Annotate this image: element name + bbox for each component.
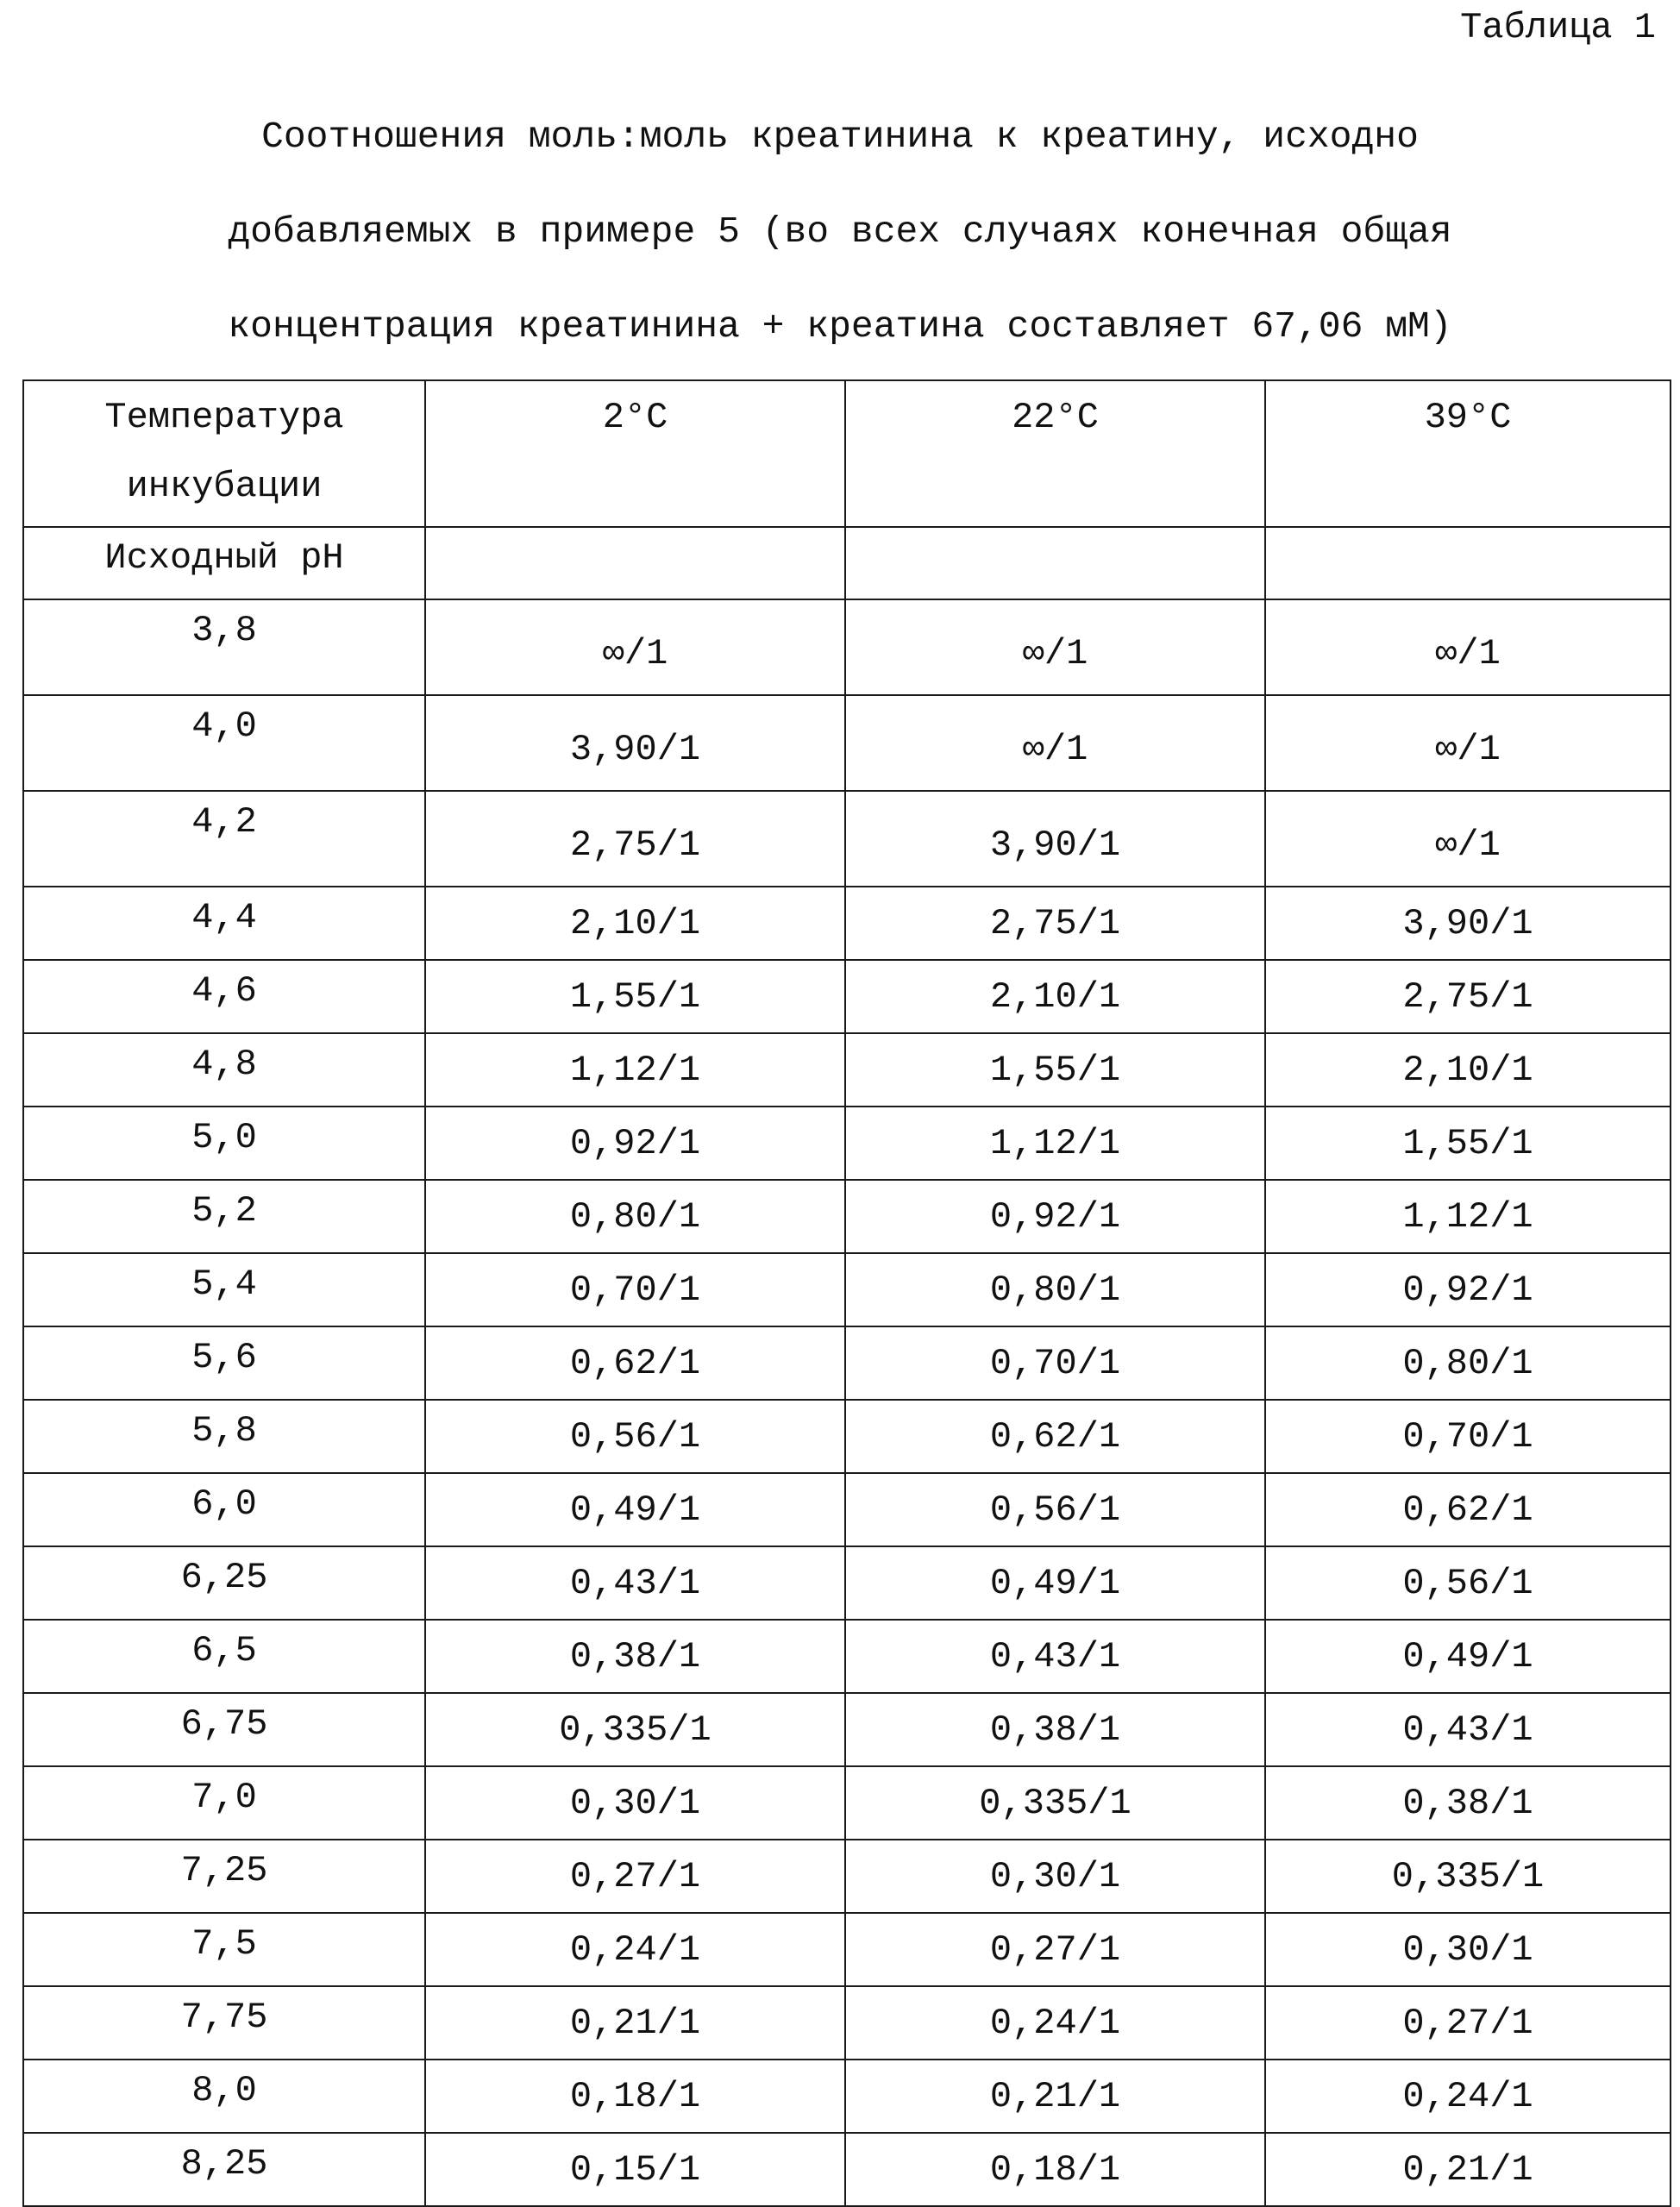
ratio-value-cell: 1,12/1 [845, 1107, 1265, 1180]
ratio-value-cell: ∞/1 [1265, 791, 1671, 887]
table-row [23, 960, 1671, 1033]
ph-value-cell: 4,8 [23, 1033, 425, 1107]
table-row [23, 2133, 1671, 2206]
ph-value-cell: 7,25 [23, 1840, 425, 1913]
table-caption [0, 90, 1680, 374]
ratio-value-cell: 0,21/1 [845, 2060, 1265, 2133]
ratio-value-cell: 2,10/1 [845, 960, 1265, 1033]
ratio-value-cell: 1,12/1 [425, 1033, 845, 1107]
ratio-value-cell: 0,80/1 [845, 1253, 1265, 1326]
ratio-value-cell: 0,43/1 [845, 1620, 1265, 1693]
ratio-value-cell: 0,49/1 [1265, 1620, 1671, 1693]
ratio-value-cell: 0,21/1 [1265, 2133, 1671, 2206]
table-row [23, 1033, 1671, 1107]
empty-cell [845, 527, 1265, 599]
ph-value-cell: 5,4 [23, 1253, 425, 1326]
ratio-value-cell: 2,10/1 [425, 887, 845, 960]
ratio-value-cell: 0,56/1 [845, 1473, 1265, 1546]
table-row [23, 1986, 1671, 2060]
table-row [23, 2060, 1671, 2133]
ratio-value-cell: 0,24/1 [425, 1913, 845, 1986]
ratio-value-cell: 3,90/1 [1265, 887, 1671, 960]
ph-value-cell: 5,2 [23, 1180, 425, 1253]
ratio-value-cell: 0,56/1 [1265, 1546, 1671, 1620]
table-number-label: Таблица 1 [1460, 2, 1656, 53]
ratio-value-cell: 0,38/1 [845, 1693, 1265, 1766]
ph-header-cell: Исходный pH [23, 527, 425, 599]
ratio-value-cell: 2,75/1 [425, 791, 845, 887]
table-row [23, 1693, 1671, 1766]
ratio-value-cell: 2,10/1 [1265, 1033, 1671, 1107]
table-row [23, 1620, 1671, 1693]
ratio-value-cell: 2,75/1 [845, 887, 1265, 960]
caption-line-2: добавляемых в примере 5 (во всех случаях конечная общая [0, 185, 1680, 279]
ratio-value-cell: 0,80/1 [1265, 1326, 1671, 1400]
ratio-value-cell: 0,43/1 [425, 1546, 845, 1620]
ratio-value-cell: ∞/1 [425, 599, 845, 695]
temperature-label-line-2: инкубации [24, 452, 424, 521]
ratio-value-cell: 1,55/1 [845, 1033, 1265, 1107]
ratio-value-cell: 2,75/1 [1265, 960, 1671, 1033]
ph-value-cell: 5,0 [23, 1107, 425, 1180]
ratio-value-cell: 0,43/1 [1265, 1693, 1671, 1766]
ph-value-cell: 4,0 [23, 695, 425, 791]
table-row [23, 1546, 1671, 1620]
ratio-value-cell: 0,92/1 [1265, 1253, 1671, 1326]
ratio-value-cell: 0,24/1 [845, 1986, 1265, 2060]
column-header-39c: 39°C [1265, 380, 1671, 527]
table-row [23, 887, 1671, 960]
ratio-value-cell: 1,55/1 [425, 960, 845, 1033]
column-header-2c: 2°C [425, 380, 845, 527]
ratio-value-cell: 0,49/1 [425, 1473, 845, 1546]
ratio-value-cell: ∞/1 [1265, 695, 1671, 791]
ratio-value-cell: ∞/1 [1265, 599, 1671, 695]
temperature-header-cell [23, 380, 425, 527]
ratio-value-cell: 0,30/1 [1265, 1913, 1671, 1986]
ratio-value-cell: 0,27/1 [425, 1840, 845, 1913]
caption-line-3: концентрация креатинина + креатина составляет 67,06 мМ) [0, 279, 1680, 374]
ratio-value-cell: 0,62/1 [1265, 1473, 1671, 1546]
ratio-value-cell: 0,49/1 [845, 1546, 1265, 1620]
ph-header-row [23, 527, 1671, 599]
ratio-value-cell: 0,70/1 [845, 1326, 1265, 1400]
ph-value-cell: 4,2 [23, 791, 425, 887]
table-row [23, 695, 1671, 791]
ratio-value-cell: 0,335/1 [425, 1693, 845, 1766]
ratio-value-cell: 0,335/1 [1265, 1840, 1671, 1913]
ratio-value-cell: 0,38/1 [425, 1620, 845, 1693]
ratio-value-cell: 0,62/1 [845, 1400, 1265, 1473]
ph-value-cell: 5,6 [23, 1326, 425, 1400]
ratio-value-cell: 0,24/1 [1265, 2060, 1671, 2133]
ratio-value-cell: 3,90/1 [425, 695, 845, 791]
ratio-value-cell: 0,80/1 [425, 1180, 845, 1253]
ratio-value-cell: 0,62/1 [425, 1326, 845, 1400]
ph-value-cell: 8,0 [23, 2060, 425, 2133]
ratio-value-cell: 1,55/1 [1265, 1107, 1671, 1180]
ratio-value-cell: ∞/1 [845, 695, 1265, 791]
ratio-value-cell: ∞/1 [845, 599, 1265, 695]
table-row [23, 1473, 1671, 1546]
ph-value-cell: 4,4 [23, 887, 425, 960]
ratio-value-cell: 1,12/1 [1265, 1180, 1671, 1253]
table-row [23, 1913, 1671, 1986]
ph-value-cell: 6,25 [23, 1546, 425, 1620]
ratio-value-cell: 0,56/1 [425, 1400, 845, 1473]
ratio-value-cell: 0,30/1 [425, 1766, 845, 1840]
ph-value-cell: 4,6 [23, 960, 425, 1033]
ratio-value-cell: 0,335/1 [845, 1766, 1265, 1840]
ph-value-cell: 7,0 [23, 1766, 425, 1840]
ph-value-cell: 6,75 [23, 1693, 425, 1766]
ratio-value-cell: 0,27/1 [845, 1913, 1265, 1986]
ratio-value-cell: 0,70/1 [1265, 1400, 1671, 1473]
ratio-value-cell: 0,27/1 [1265, 1986, 1671, 2060]
ph-value-cell: 8,25 [23, 2133, 425, 2206]
ph-value-cell: 7,75 [23, 1986, 425, 2060]
table-row [23, 1326, 1671, 1400]
column-header-22c: 22°C [845, 380, 1265, 527]
table-row [23, 1766, 1671, 1840]
table-row [23, 791, 1671, 887]
ph-value-cell: 5,8 [23, 1400, 425, 1473]
table-row [23, 1107, 1671, 1180]
table-row [23, 599, 1671, 695]
caption-line-1: Соотношения моль:моль креатинина к креатину, исходно [0, 90, 1680, 185]
ratio-value-cell: 0,92/1 [425, 1107, 845, 1180]
ph-value-cell: 3,8 [23, 599, 425, 695]
ratio-value-cell: 0,18/1 [425, 2060, 845, 2133]
table-row [23, 1400, 1671, 1473]
empty-cell [425, 527, 845, 599]
ratio-value-cell: 0,18/1 [845, 2133, 1265, 2206]
ratio-value-cell: 0,70/1 [425, 1253, 845, 1326]
ph-value-cell: 6,5 [23, 1620, 425, 1693]
table-row [23, 1840, 1671, 1913]
table-row [23, 1180, 1671, 1253]
ratio-value-cell: 0,92/1 [845, 1180, 1265, 1253]
ratio-value-cell: 0,21/1 [425, 1986, 845, 2060]
table-header-row [23, 380, 1671, 527]
ph-value-cell: 6,0 [23, 1473, 425, 1546]
ratio-value-cell: 0,30/1 [845, 1840, 1265, 1913]
empty-cell [1265, 527, 1671, 599]
ratio-value-cell: 0,15/1 [425, 2133, 845, 2206]
ph-value-cell: 7,5 [23, 1913, 425, 1986]
table-row [23, 1253, 1671, 1326]
ratio-table [22, 379, 1671, 2207]
ratio-value-cell: 3,90/1 [845, 791, 1265, 887]
temperature-label-line-1: Температура [24, 383, 424, 452]
ratio-value-cell: 0,38/1 [1265, 1766, 1671, 1840]
